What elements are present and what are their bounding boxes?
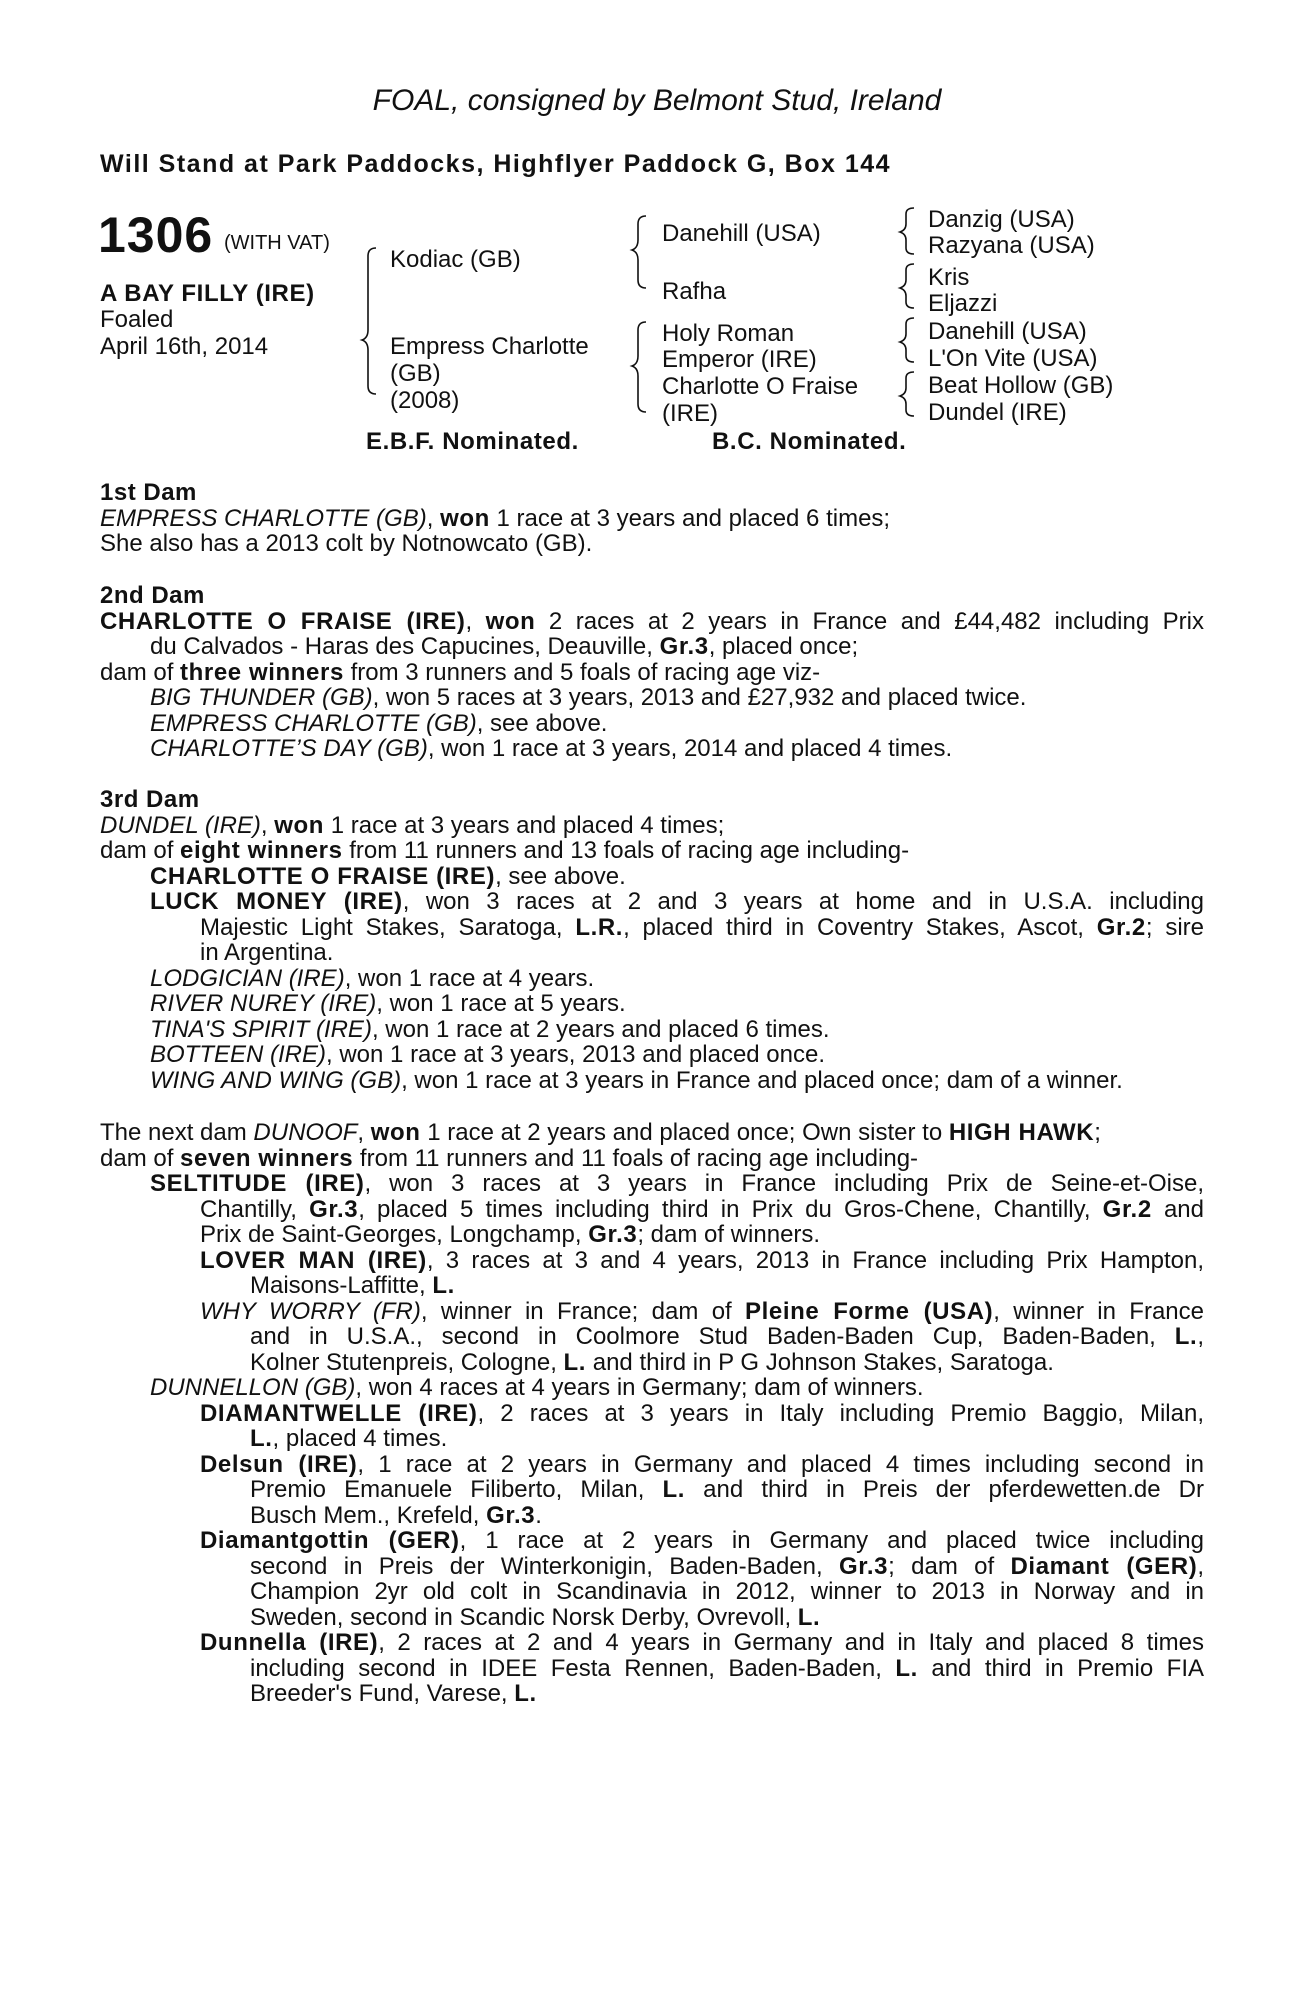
- third-dam-line: [100, 966, 1204, 992]
- grade: L.: [797, 1603, 821, 1631]
- won-label: won: [485, 607, 536, 635]
- text: Majestic Light Stakes, Saratoga,: [200, 913, 576, 941]
- grade: Gr.3: [839, 1552, 889, 1580]
- next-dam-line: [100, 1299, 1204, 1325]
- next-dam-line: [100, 1681, 1204, 1707]
- winners-count: three winners: [180, 658, 344, 686]
- first-dam-heading: 1st Dam: [100, 479, 197, 506]
- text: ; dam of: [888, 1552, 1011, 1580]
- third-dam-section: [100, 787, 1204, 1093]
- pedigree-sire: Kodiac (GB): [390, 246, 521, 273]
- next-dam-line: [100, 1477, 1204, 1503]
- third-dam-line: [100, 889, 1204, 915]
- next-dam-line: [100, 1350, 1204, 1376]
- pedigree-dam-sire-line1: Holy Roman: [662, 320, 795, 347]
- third-dam-heading: 3rd Dam: [100, 786, 200, 813]
- text: and third in Premio FIA: [917, 1654, 1204, 1682]
- third-dam-line: [100, 813, 1204, 839]
- text: , 2 races at 2 and 4 years in Germany and in Italy and placed 8 times: [378, 1629, 1205, 1656]
- horse-name: Delsun (IRE): [200, 1450, 358, 1478]
- second-dam-section: [100, 583, 1204, 762]
- next-dam-line: [100, 1503, 1204, 1529]
- grade: Gr.3: [659, 633, 709, 660]
- text: 1 race at 3 years and placed 6 times;: [489, 504, 891, 532]
- grade: L.: [1174, 1323, 1198, 1350]
- grade: L.: [432, 1272, 455, 1299]
- first-dam-line: [100, 506, 1204, 532]
- next-dam-line: [100, 1630, 1204, 1656]
- next-dam-line: [100, 1656, 1204, 1682]
- pedigree-sdd: Eljazzi: [928, 290, 998, 317]
- text: , won 1 race at 2 years and placed 6 times.: [371, 1015, 830, 1043]
- text: , won 1 race at 5 years.: [376, 990, 626, 1017]
- horse-name: EMPRESS CHARLOTTE (GB): [100, 504, 427, 532]
- horse-name: EMPRESS CHARLOTTE (GB): [150, 709, 477, 737]
- grade: L.: [895, 1654, 918, 1682]
- horse-name: TINA'S SPIRIT (IRE): [150, 1015, 372, 1043]
- pedigree-ddd: Dundel (IRE): [928, 399, 1067, 426]
- text: Chantilly,: [200, 1195, 310, 1223]
- won-label: won: [440, 504, 490, 532]
- grade: L.R.: [575, 913, 624, 941]
- text: dam of: [100, 1144, 181, 1172]
- next-dam-line: [100, 1401, 1204, 1427]
- text: , won 1 race at 3 years, 2014 and placed 4 times.: [427, 735, 953, 762]
- sep: ,: [260, 811, 275, 839]
- text: Busch Mem., Krefeld,: [250, 1501, 487, 1529]
- text: , 1 race at 2 years in Germany and placed twice including: [459, 1527, 1205, 1554]
- third-dam-line: [100, 1017, 1204, 1043]
- text: ; dam of winners.: [637, 1221, 821, 1248]
- ebf-nominated: E.B.F. Nominated.: [366, 428, 579, 455]
- next-dam-section: [100, 1120, 1204, 1707]
- text: and in U.S.A., second in Coolmore Stud Baden-Baden Cup, Baden-Baden,: [250, 1323, 1175, 1350]
- grade: L.: [662, 1476, 686, 1503]
- text: The next dam: [100, 1119, 254, 1146]
- next-dam-line: [100, 1171, 1204, 1197]
- text: , winner in France; dam of: [420, 1297, 746, 1325]
- text: dam of: [100, 837, 181, 864]
- text: , won 1 race at 3 years in France and placed once; dam of a winner.: [401, 1066, 1123, 1094]
- pedigree-sire-sire: Danehill (USA): [662, 220, 821, 247]
- horse-name: DIAMANTWELLE (IRE): [200, 1399, 478, 1427]
- horse-name: WHY WORRY (FR): [200, 1297, 421, 1325]
- stand-location: Will Stand at Park Paddocks, Highflyer Paddock G, Box 144: [100, 150, 892, 178]
- third-dam-line: [100, 915, 1204, 941]
- text: ; sire: [1145, 913, 1204, 941]
- text: Sweden, second in Scandic Norsk Derby, Ovrevoll,: [250, 1603, 798, 1631]
- text: including second in IDEE Festa Rennen, Baden-Baden,: [250, 1654, 896, 1682]
- horse-name: CHARLOTTE O FRAISE (IRE): [100, 607, 466, 635]
- text: and third in Preis der pferdewetten.de Dr: [685, 1476, 1205, 1503]
- next-dam-line: [100, 1197, 1204, 1223]
- text: second in Preis der Winterkonigin, Baden-Baden,: [250, 1552, 839, 1580]
- text: Breeder's Fund, Varese,: [250, 1680, 515, 1707]
- horse-name: SELTITUDE (IRE): [150, 1170, 365, 1197]
- horse-name: CHARLOTTE’S DAY (GB): [150, 735, 428, 762]
- vat-label: (WITH VAT): [224, 232, 330, 254]
- second-dam-line: [100, 736, 1204, 762]
- text: , placed 5 times including third in Prix du Gros-Chene, Chantilly,: [358, 1195, 1103, 1223]
- pedigree-sds: Kris: [928, 264, 970, 291]
- third-dam-line: [100, 864, 1204, 890]
- horse-name: LOVER MAN (IRE): [200, 1246, 427, 1274]
- pedigree-dds: Beat Hollow (GB): [928, 372, 1114, 399]
- horse-name: DUNOOF: [253, 1119, 358, 1146]
- text: .: [535, 1501, 542, 1529]
- text: , 1 race at 2 years in Germany and placed 4 times including second in: [357, 1450, 1204, 1478]
- next-dam-line: [100, 1426, 1204, 1452]
- pedigree-dam-line1: Empress Charlotte: [390, 333, 589, 360]
- text: , 2 races at 3 years in Italy including Premio Baggio, Milan,: [477, 1399, 1204, 1427]
- next-dam-line: [100, 1146, 1204, 1172]
- horse-name: Diamantgottin (GER): [200, 1527, 460, 1554]
- text: from 11 runners and 11 foals of racing age including-: [353, 1144, 919, 1172]
- sep: ,: [357, 1119, 371, 1146]
- next-dam-line: Champion 2yr old colt in Scandinavia in 2012, winner to 2013 in Norway and in: [250, 1578, 1204, 1605]
- text: 1 race at 2 years and placed once; Own sister to: [420, 1119, 949, 1146]
- horse-name: WING AND WING (GB): [150, 1066, 402, 1094]
- second-dam-line: [100, 609, 1204, 635]
- pedigree-dss: Danehill (USA): [928, 318, 1087, 345]
- grade: Gr.3: [588, 1221, 638, 1248]
- second-dam-line: [100, 634, 1204, 660]
- sep: ,: [426, 504, 441, 532]
- second-dam-line: [100, 685, 1204, 711]
- horse-name: LODGICIAN (IRE): [150, 964, 345, 992]
- foaled-date: April 16th, 2014: [100, 333, 269, 360]
- text: Maisons-Laffitte,: [250, 1272, 433, 1299]
- pedigree-sire-dam: Rafha: [662, 278, 727, 305]
- horse-name: BOTTEEN (IRE): [150, 1041, 327, 1068]
- first-dam-section: [100, 480, 1204, 557]
- text: dam of: [100, 658, 181, 686]
- third-dam-line: [100, 991, 1204, 1017]
- third-dam-line: in Argentina.: [200, 939, 334, 966]
- next-dam-line: [100, 1452, 1204, 1478]
- horse-name: Diamant (GER): [1010, 1552, 1198, 1580]
- text: and: [1151, 1195, 1204, 1223]
- text: ,: [1197, 1552, 1204, 1580]
- text: and third in P G Johnson Stakes, Saratoga.: [586, 1348, 1054, 1376]
- horse-name: Pleine Forme (USA): [745, 1297, 994, 1325]
- pedigree-dsd: L'On Vite (USA): [928, 345, 1098, 372]
- lot-name: A BAY FILLY (IRE): [100, 280, 315, 307]
- horse-name: RIVER NUREY (IRE): [150, 990, 377, 1017]
- foaled-label: Foaled: [100, 306, 174, 333]
- text: ;: [1094, 1119, 1101, 1146]
- pedigree-dam-dam-line1: Charlotte O Fraise: [662, 373, 859, 400]
- grade: L.: [250, 1425, 273, 1452]
- text: Premio Emanuele Filiberto, Milan,: [250, 1476, 663, 1503]
- text: , placed third in Coventry Stakes, Ascot,: [623, 913, 1097, 941]
- first-dam-note: She also has a 2013 colt by Notnowcato (GB).: [100, 530, 593, 557]
- bc-nominated: B.C. Nominated.: [712, 428, 907, 455]
- text: du Calvados - Haras des Capucines, Deauville,: [150, 633, 660, 660]
- text: , see above.: [495, 862, 626, 890]
- winners-count: seven winners: [180, 1144, 354, 1172]
- grade: Gr.2: [1102, 1195, 1152, 1223]
- next-dam-line: [100, 1554, 1204, 1580]
- text: Kolner Stutenpreis, Cologne,: [250, 1348, 564, 1376]
- text: , placed 4 times.: [272, 1425, 448, 1452]
- horse-name: CHARLOTTE O FRAISE (IRE): [150, 862, 496, 890]
- grade: Gr.3: [309, 1195, 359, 1223]
- third-dam-line: [100, 838, 1204, 864]
- next-dam-line: [100, 1528, 1204, 1554]
- pedigree-dam-sire-line2: Emperor (IRE): [662, 346, 817, 373]
- second-dam-line: [100, 660, 1204, 686]
- next-dam-line: [100, 1273, 1204, 1299]
- horse-name: HIGH HAWK: [948, 1119, 1095, 1146]
- pedigree-ssd: Razyana (USA): [928, 232, 1095, 259]
- next-dam-line: [100, 1222, 1204, 1248]
- text: from 3 runners and 5 foals of racing age viz-: [343, 658, 821, 686]
- page-title: FOAL, consigned by Belmont Stud, Ireland: [372, 84, 942, 117]
- second-dam-line: [100, 711, 1204, 737]
- text: , placed once;: [708, 633, 859, 660]
- horse-name: BIG THUNDER (GB): [150, 684, 373, 711]
- text: Prix de Saint-Georges, Longchamp,: [200, 1221, 589, 1248]
- won-label: won: [370, 1119, 421, 1146]
- grade: Gr.3: [486, 1501, 536, 1529]
- grade: L.: [514, 1680, 537, 1707]
- third-dam-line: [100, 1042, 1204, 1068]
- text: 2 races at 2 years in France and £44,482 including Prix: [535, 607, 1205, 635]
- won-label: won: [274, 811, 325, 839]
- text: , won 3 races at 2 and 3 years at home and in U.S.A. including: [402, 888, 1204, 915]
- next-dam-line: [100, 1324, 1204, 1350]
- text: , 3 races at 3 and 4 years, 2013 in France including Prix Hampton,: [426, 1246, 1204, 1274]
- text: , winner in France: [993, 1297, 1204, 1325]
- next-dam-line: [100, 1248, 1204, 1274]
- sep: ,: [465, 607, 486, 635]
- pedigree-dam-line2: (GB): [390, 360, 441, 387]
- pedigree-braces: [0, 0, 1314, 460]
- second-dam-heading: 2nd Dam: [100, 582, 205, 609]
- next-dam-line: [100, 1120, 1204, 1146]
- text: , won 1 race at 4 years.: [344, 964, 595, 992]
- text: 1 race at 3 years and placed 4 times;: [324, 811, 725, 839]
- horse-name: DUNDEL (IRE): [100, 811, 261, 839]
- third-dam-line: [100, 1068, 1204, 1094]
- text: , see above.: [476, 709, 608, 737]
- pedigree-dam-line3: (2008): [390, 387, 460, 414]
- horse-name: Dunnella (IRE): [200, 1629, 379, 1656]
- text: , won 5 races at 3 years, 2013 and £27,932 and placed twice.: [372, 684, 1027, 711]
- next-dam-line: [100, 1605, 1204, 1631]
- text: ,: [1197, 1323, 1204, 1350]
- grade: Gr.2: [1096, 913, 1146, 941]
- winners-count: eight winners: [180, 837, 343, 864]
- horse-name: DUNNELLON (GB): [150, 1374, 356, 1401]
- text: , won 1 race at 3 years, 2013 and placed once.: [326, 1041, 826, 1068]
- text: from 11 runners and 13 foals of racing age including-: [342, 837, 910, 864]
- lot-number: 1306: [98, 207, 214, 263]
- pedigree-sss: Danzig (USA): [928, 206, 1075, 233]
- horse-name: LUCK MONEY (IRE): [150, 888, 403, 915]
- next-dam-line: [100, 1375, 1204, 1401]
- text: , won 4 races at 4 years in Germany; dam of winners.: [355, 1374, 924, 1401]
- text: , won 3 races at 3 years in France including Prix de Seine-et-Oise,: [364, 1170, 1204, 1197]
- pedigree-dam-dam-line2: (IRE): [662, 400, 718, 427]
- grade: L.: [563, 1348, 587, 1376]
